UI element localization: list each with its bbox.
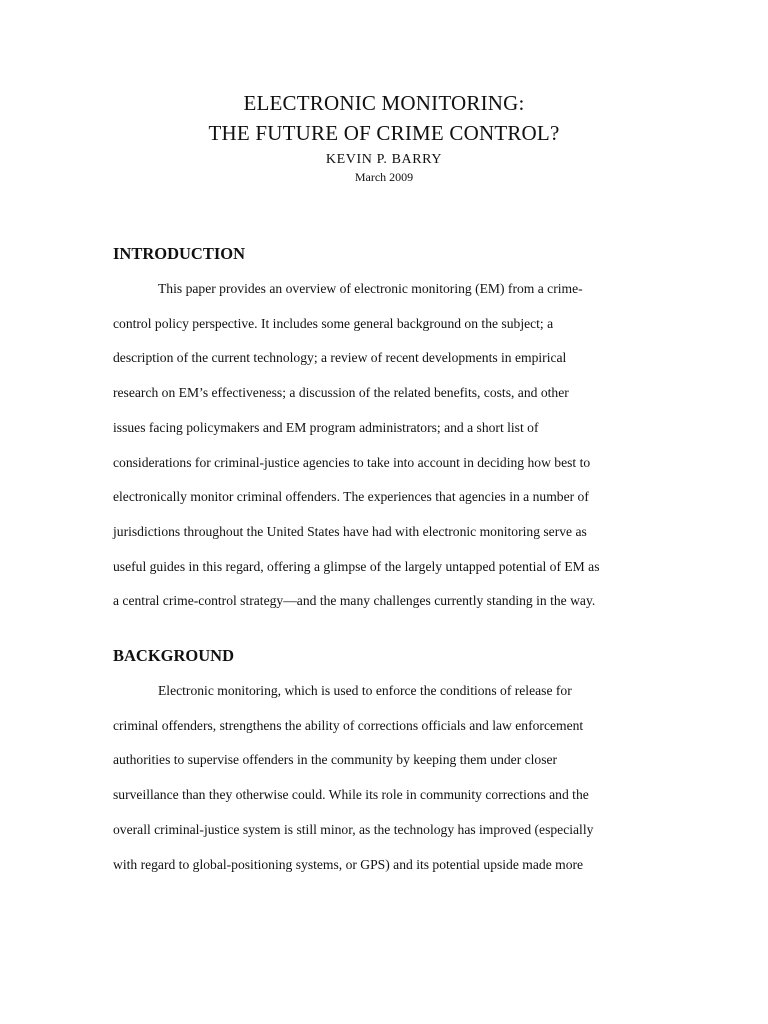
section-body-background [113, 674, 658, 882]
paragraph-line: issues facing policymakers and EM program administrators; and a short list of [113, 419, 539, 435]
publication-date: March 2009 [354, 170, 414, 184]
paragraph-line: authorities to supervise offenders in the community by keeping them under closer [113, 752, 558, 768]
section-heading-introduction: INTRODUCTION [113, 244, 246, 263]
paragraph-line: surveillance than they otherwise could. While its role in community corrections and the [113, 787, 589, 803]
paragraph-line: overall criminal-justice system is still minor, as the technology has improved (especially [113, 821, 594, 837]
document-title-line-1: ELECTRONIC MONITORING: [243, 91, 525, 115]
section-heading-background: BACKGROUND [113, 646, 235, 665]
paragraph-line: electronically monitor criminal offenders. The experiences that agencies in a number of [113, 489, 589, 505]
paragraph-line: jurisdictions throughout the United States have had with electronic monitoring serve as [113, 523, 587, 539]
paragraph-line: considerations for criminal-justice agencies to take into account in deciding how best to [113, 454, 591, 470]
paragraph-line: research on EM’s effectiveness; a discussion of the related benefits, costs, and other [113, 385, 569, 401]
author-name: KEVIN P. BARRY [325, 152, 443, 167]
paragraph-line: control policy perspective. It includes some general background on the subject; a [113, 315, 554, 331]
title-block [0, 88, 768, 185]
paragraph-line: useful guides in this regard, offering a glimpse of the largely untapped potential of EM as [113, 558, 600, 574]
paragraph-line: criminal offenders, strengthens the ability of corrections officials and law enforcement [113, 717, 584, 733]
document-title-line-2: THE FUTURE OF CRIME CONTROL? [208, 121, 560, 145]
paragraph-line: description of the current technology; a review of recent developments in empirical [113, 350, 567, 366]
paragraph-line: Electronic monitoring, which is used to enforce the conditions of release for [158, 683, 572, 698]
section-body-introduction [113, 272, 658, 619]
paragraph-line: a central crime-control strategy—and the many challenges currently standing in the way. [113, 593, 596, 609]
paragraph-line: with regard to global-positioning systems, or GPS) and its potential upside made more [113, 856, 584, 872]
paragraph-line: This paper provides an overview of electronic monitoring (EM) from a crime- [158, 281, 583, 296]
